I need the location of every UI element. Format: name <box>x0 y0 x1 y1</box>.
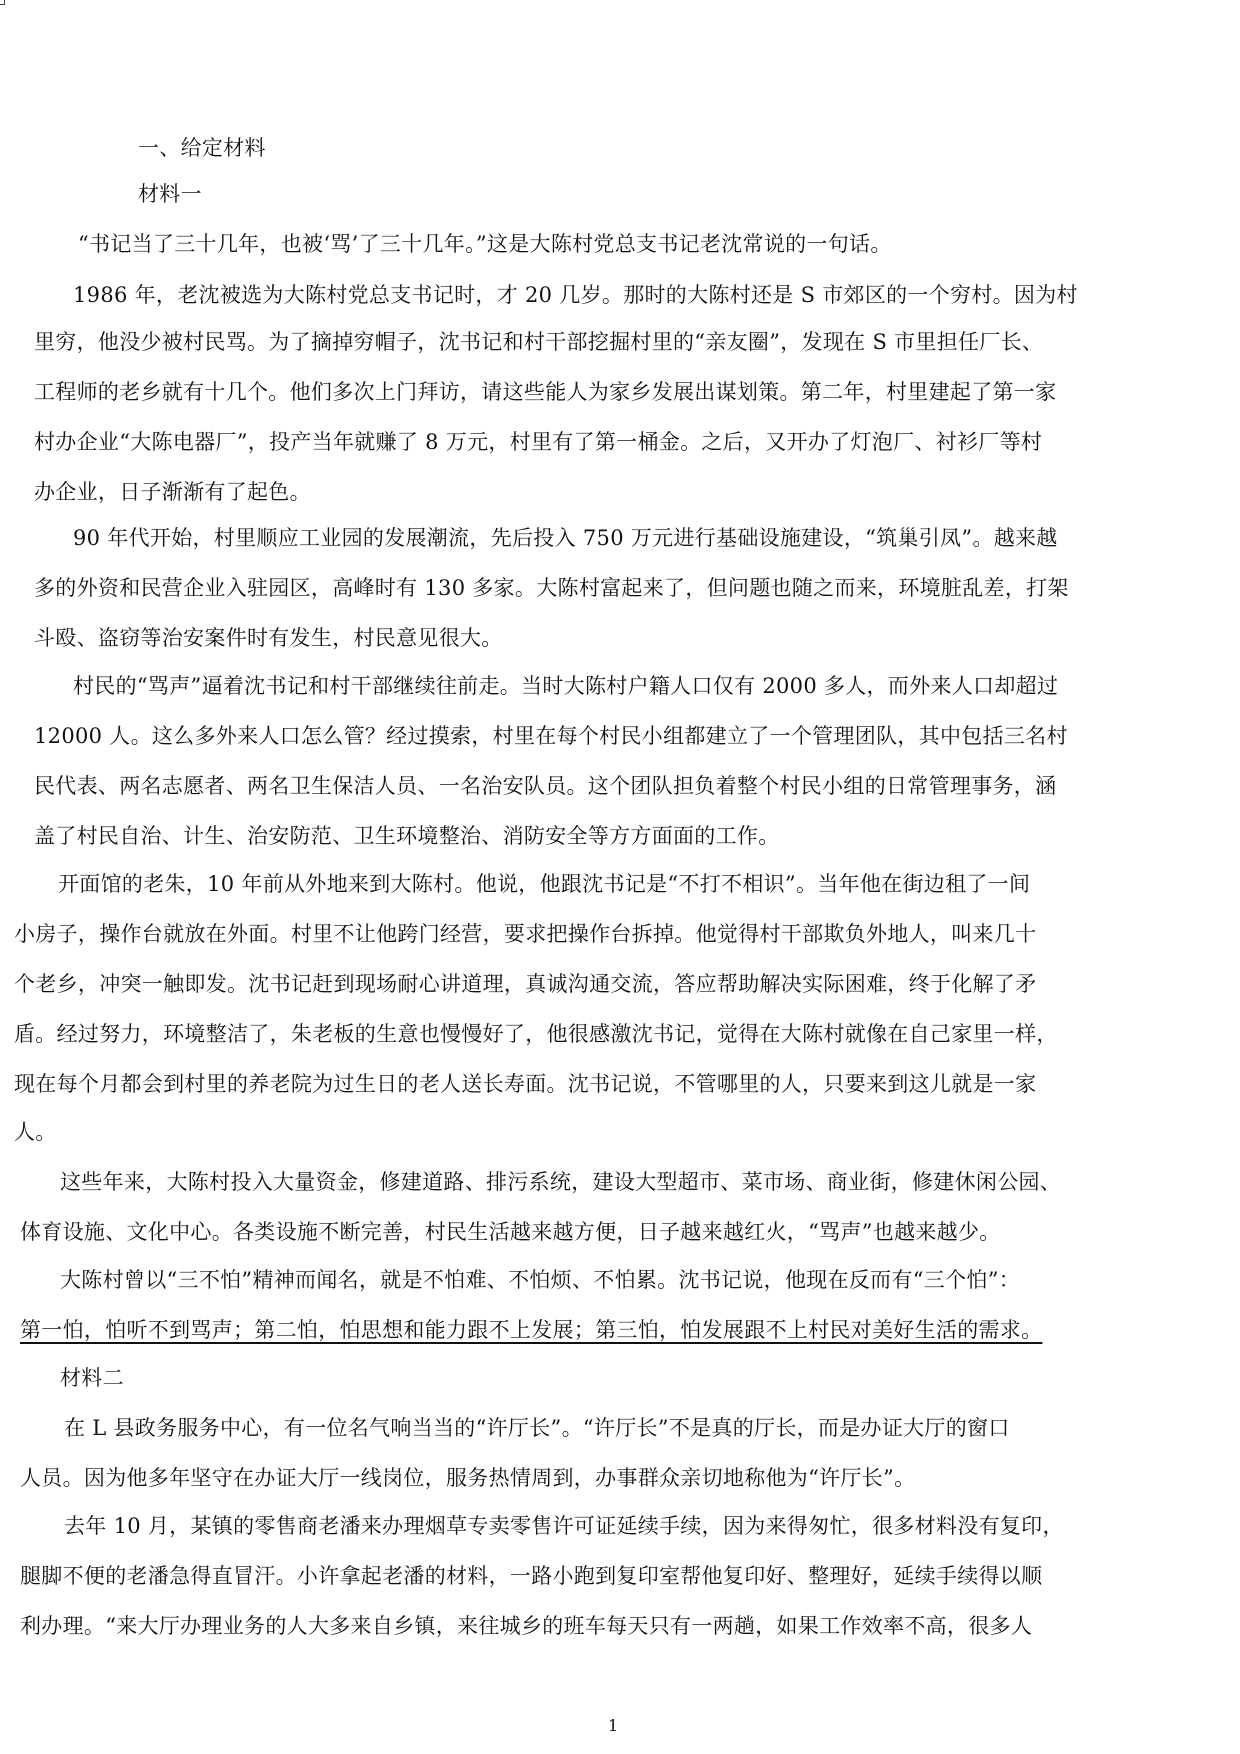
paragraph-line: “书记当了三十几年，也被‘骂’了三十几年。”这是大陈村党总支书记老沈常说的一句话。 <box>78 232 892 256</box>
paragraph-line: 体育设施、文化中心。各类设施不断完善，村民生活越来越方便，日子越来越红火，“骂声”也越来越少。 <box>20 1220 1001 1244</box>
paragraph-line: 利办理。“来大厅办理业务的人大多来自乡镇，来往城乡的班车每天只有一两趟，如果工作效率不高，很多人 <box>20 1614 1033 1638</box>
paragraph-line: 里穷，他没少被村民骂。为了摘掉穷帽子，沈书记和村干部挖掘村里的“亲友圈”，发现在 S 市里担任厂长、 <box>34 330 1044 354</box>
page-number: 1 <box>608 1716 619 1735</box>
paragraph-line: 村办企业“大陈电器厂”，投产当年就赚了 8 万元，村里有了第一桶金。之后，又开办了灯泡厂、衬衫厂等村 <box>34 430 1043 454</box>
paragraph-line: 小房子，操作台就放在外面。村里不让他跨门经营，要求把操作台拆掉。他觉得村干部欺负外地人，叫来几十 <box>14 922 1037 946</box>
material2-heading: 材料二 <box>60 1366 124 1390</box>
section-heading: 一、给定材料 <box>138 136 266 160</box>
material1-heading: 材料一 <box>138 182 202 206</box>
paragraph-line: 这些年来，大陈村投入大量资金，修建道路、排污系统，建设大型超市、菜市场、商业街，修建休闲公园、 <box>60 1170 1062 1194</box>
paragraph-line: 盖了村民自治、计生、治安防范、卫生环境整治、消防安全等方方面面的工作。 <box>34 824 780 848</box>
paragraph-line: 民代表、两名志愿者、两名卫生保洁人员、一名治安队员。这个团队担负着整个村民小组的日常管理事务，涵 <box>34 774 1057 798</box>
paragraph-line: 现在每个月都会到村里的养老院为过生日的老人送长寿面。沈书记说，不管哪里的人，只要来到这儿就是一家 <box>14 1072 1037 1096</box>
paragraph-line: 村民的“骂声”逼着沈书记和村干部继续往前走。当时大陈村户籍人口仅有 2000 多人，而外来人口却超过 <box>73 674 1059 698</box>
paragraph-line: 去年 10 月，某镇的零售商老潘来办理烟草专卖零售许可证延续手续，因为来得匆忙，很多材料没有复印， <box>64 1514 1064 1538</box>
corner-crop-mark <box>0 0 5 5</box>
paragraph-line: 办企业，日子渐渐有了起色。 <box>34 480 311 504</box>
paragraph-line: 盾。经过努力，环境整洁了，朱老板的生意也慢慢好了，他很感激沈书记，觉得在大陈村就像在自己家里一样， <box>14 1022 1058 1046</box>
paragraph-line: 斗殴、盗窃等治安案件时有发生，村民意见很大。 <box>34 626 503 650</box>
paragraph-line: 在 L 县政务服务中心，有一位名气响当当的“许厅长”。“许厅长”不是真的厅长，而是办证大厅的窗口 <box>64 1416 1010 1440</box>
paragraph-line: 工程师的老乡就有十几个。他们多次上门拜访，请这些能人为家乡发展出谋划策。第二年，村里建起了第一家 <box>34 380 1057 404</box>
paragraph-line: 人。 <box>14 1120 57 1144</box>
paragraph-line: 多的外资和民营企业入驻园区，高峰时有 130 多家。大陈村富起来了，但问题也随之而来，环境脏乱差，打架 <box>34 576 1069 600</box>
paragraph-line: 开面馆的老朱，10 年前从外地来到大陈村。他说，他跟沈书记是“不打不相识”。当年他在街边租了一间 <box>58 872 1031 896</box>
paragraph-line: 90 年代开始，村里顺应工业园的发展潮流，先后投入 750 万元进行基础设施建设，“筑巢引凤”。越来越 <box>73 526 1058 550</box>
paragraph-line: 大陈村曾以“三不怕”精神而闻名，就是不怕难、不怕烦、不怕累。沈书记说，他现在反而有“三个怕”： <box>60 1268 1021 1292</box>
paragraph-line: 1986 年，老沈被选为大陈村党总支书记时，才 20 几岁。那时的大陈村还是 S 市郊区的一个穷村。因为村 <box>73 283 1078 307</box>
paragraph-line: 腿脚不便的老潘急得直冒汗。小许拿起老潘的材料，一路小跑到复印室帮他复印好、整理好，延续手续得以顺 <box>20 1564 1043 1588</box>
underlined-line: 第一怕，怕听不到骂声；第二怕，怕思想和能力跟不上发展；第三怕，怕发展跟不上村民对美好生活的需求。 <box>20 1318 1043 1342</box>
paragraph-line: 个老乡，冲突一触即发。沈书记赶到现场耐心讲道理，真诚沟通交流，答应帮助解决实际困难，终于化解了矛 <box>14 972 1037 996</box>
paragraph-line: 12000 人。这么多外来人口怎么管？经过摸索，村里在每个村民小组都建立了一个管理团队，其中包括三名村 <box>34 724 1068 748</box>
paragraph-line: 人员。因为他多年坚守在办证大厅一线岗位，服务热情周到，办事群众亲切地称他为“许厅长”。 <box>20 1466 916 1490</box>
